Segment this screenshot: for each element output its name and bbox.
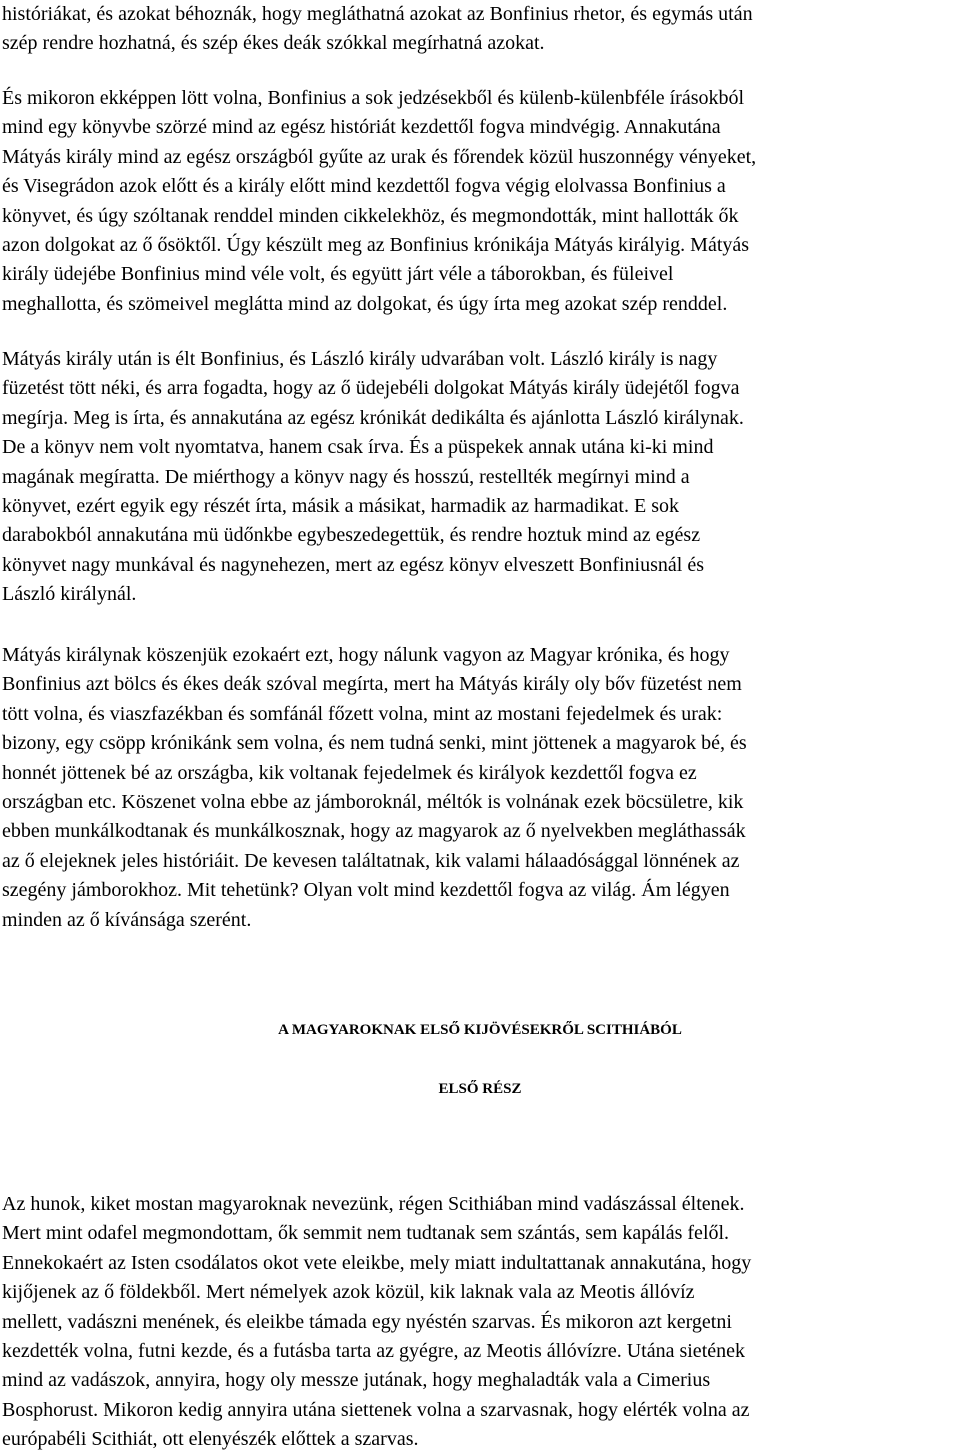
text-line: könyvet, és úgy szóltanak renddel minden cikkelekhöz, és megmondották, mint hallották ők	[2, 204, 739, 227]
text-line: minden az ő kívánsága szerént.	[2, 908, 252, 931]
text-line: históriákat, és azokat béhoznák, hogy megláthatná azokat az Bonfinius rhetor, és egymás után	[2, 3, 753, 25]
text-line: Mátyás királynak köszenjük ezokaért ezt, hogy nálunk vagyon az Magyar krónika, és hogy	[2, 644, 730, 666]
text-line: könyvet, ezért egyik egy részét írta, másik a másikat, harmadik az harmadikat. E sok	[2, 494, 679, 517]
text-line: darabokból annakutána mü üdőnkbe egybeszedegettük, és rendre hoztuk mind az egész	[2, 524, 701, 547]
text-line: az ő elejeknek jeles históriáit. De kevesen találtatnak, kik valami hálaadósággal lönnének az	[2, 849, 740, 872]
text-line: kezdették volna, futni kezde, és a futásba tarta az gyégre, az Meotis állóvízre. Utána sietének	[2, 1339, 745, 1362]
text-line: magának megíratta. De miérthogy a könyv nagy és hosszú, restellték megírnyi mind a	[2, 465, 690, 488]
paragraph-3	[2, 345, 956, 610]
text-line: azon dolgokat az ő ősöktől. Úgy készült meg az Bonfinius krónikája Mátyás királyig. Mátyás	[2, 233, 750, 256]
text-line: mellett, vadászni menének, és eleikbe támada egy nyéstén szarvas. És mikoron azt kergetni	[2, 1310, 732, 1333]
text-line: Mert mint odafel megmondottam, ők semmit nem tudtanak sem szántás, sem kapálás felől.	[2, 1222, 730, 1245]
text-line: Mátyás király mind az egész országból gyűte az urak és főrendek közül huszonnégy vényeket,	[2, 145, 757, 168]
text-line: meghallotta, és szömeivel meglátta mind az dolgokat, és úgy írta meg azokat szép renddel.	[2, 292, 728, 315]
text-line: könyvet nagy munkával és nagynehezen, mert az egész könyv elveszett Bonfiniusnál és	[2, 553, 704, 576]
chapter-title: A MAGYAROKNAK ELSŐ KIJÖVÉSEKRŐL SCITHIÁBÓL	[278, 1022, 682, 1038]
text-line: És mikoron ekképpen lött volna, Bonfinius a sok jedzésekből és külenb-külenbféle írásokból	[2, 87, 745, 109]
text-line: De a könyv nem volt nyomtatva, hanem csak írva. És a püspekek annak utána ki-ki mind	[2, 436, 714, 459]
text-line: Bosphorust. Mikoron kedig annyira utána siettenek volna a szarvasnak, hogy elérték volna az	[2, 1398, 750, 1421]
text-line: Ennekokaért az Isten csodálatos okot vete eleikbe, mely miatt indultattanak annakutána, hogy	[2, 1251, 752, 1274]
paragraph-1	[2, 0, 956, 59]
text-line: László királynál.	[2, 583, 137, 606]
paragraph-5	[2, 1190, 956, 1455]
text-line: Az hunok, kiket mostan magyaroknak nevezünk, régen Scithiában mind vadászással éltenek.	[2, 1193, 745, 1215]
text-line: Bonfinius azt bölcs és ékes deák szóval megírta, mert ha Mátyás király oly bőv füzetést nem	[2, 673, 742, 696]
text-line: kijőjenek az ő földekből. Mert némelyek azok közül, kik laknak vala az Meotis állóvíz	[2, 1281, 695, 1304]
text-line: európabéli Scithiát, ott elenyészék előttek a szarvas.	[2, 1428, 419, 1451]
text-line: honnét jöttenek bé az országba, kik voltanak fejedelmek és királyok kezdettől fogva ez	[2, 761, 697, 784]
text-line: Mátyás király után is élt Bonfinius, és László király udvarában volt. László király is nagy	[2, 348, 718, 370]
text-line: és Visegrádon azok előtt és a király előtt mind kezdettől fogva végig elolvassa Bonfinius a	[2, 175, 726, 198]
text-line: füzetést tött néki, és arra fogadta, hogy az ő üdejebéli dolgokat Mátyás király üdejétől fogva	[2, 377, 740, 400]
text-line: szép rendre hozhatná, és szép ékes deák szókkal megírhatná azokat.	[2, 32, 545, 55]
text-line: mind egy könyvbe szörzé mind az egész históriát kezdettől fogva mindvégig. Annakutána	[2, 116, 721, 139]
text-line: mind az vadászok, annyira, hogy oly messze jutának, hogy meghaladták vala a Cimerius	[2, 1369, 711, 1392]
text-line: bizony, egy csöpp krónikánk sem volna, és nem tudná senki, mint jöttenek a magyarok bé, és	[2, 732, 747, 755]
text-line: tött volna, és viaszfazékban és somfánál főzett volna, mint az mostani fejedelmek és urak:	[2, 702, 723, 725]
part-title: ELSŐ RÉSZ	[438, 1081, 522, 1097]
text-line: országban etc. Köszenet volna ebbe az jámboroknál, méltók is volnának ezek böcsületre, kik	[2, 790, 744, 813]
text-line: király üdejébe Bonfinius mind véle volt, és együtt járt véle a táborokban, és füleivel	[2, 263, 674, 286]
paragraph-2	[2, 84, 956, 319]
text-line: megírja. Meg is írta, és annakutána az egész krónikát dedikálta és ajánlotta László királynak.	[2, 406, 744, 429]
text-line: ebben munkálkodtanak és munkálkosznak, hogy az magyarok az ő nyelvekben megláthassák	[2, 820, 746, 843]
paragraph-4	[2, 641, 956, 935]
text-line: szegény jámborokhoz. Mit tehetünk? Olyan volt mind kezdettől fogva az világ. Ám légyen	[2, 879, 730, 902]
